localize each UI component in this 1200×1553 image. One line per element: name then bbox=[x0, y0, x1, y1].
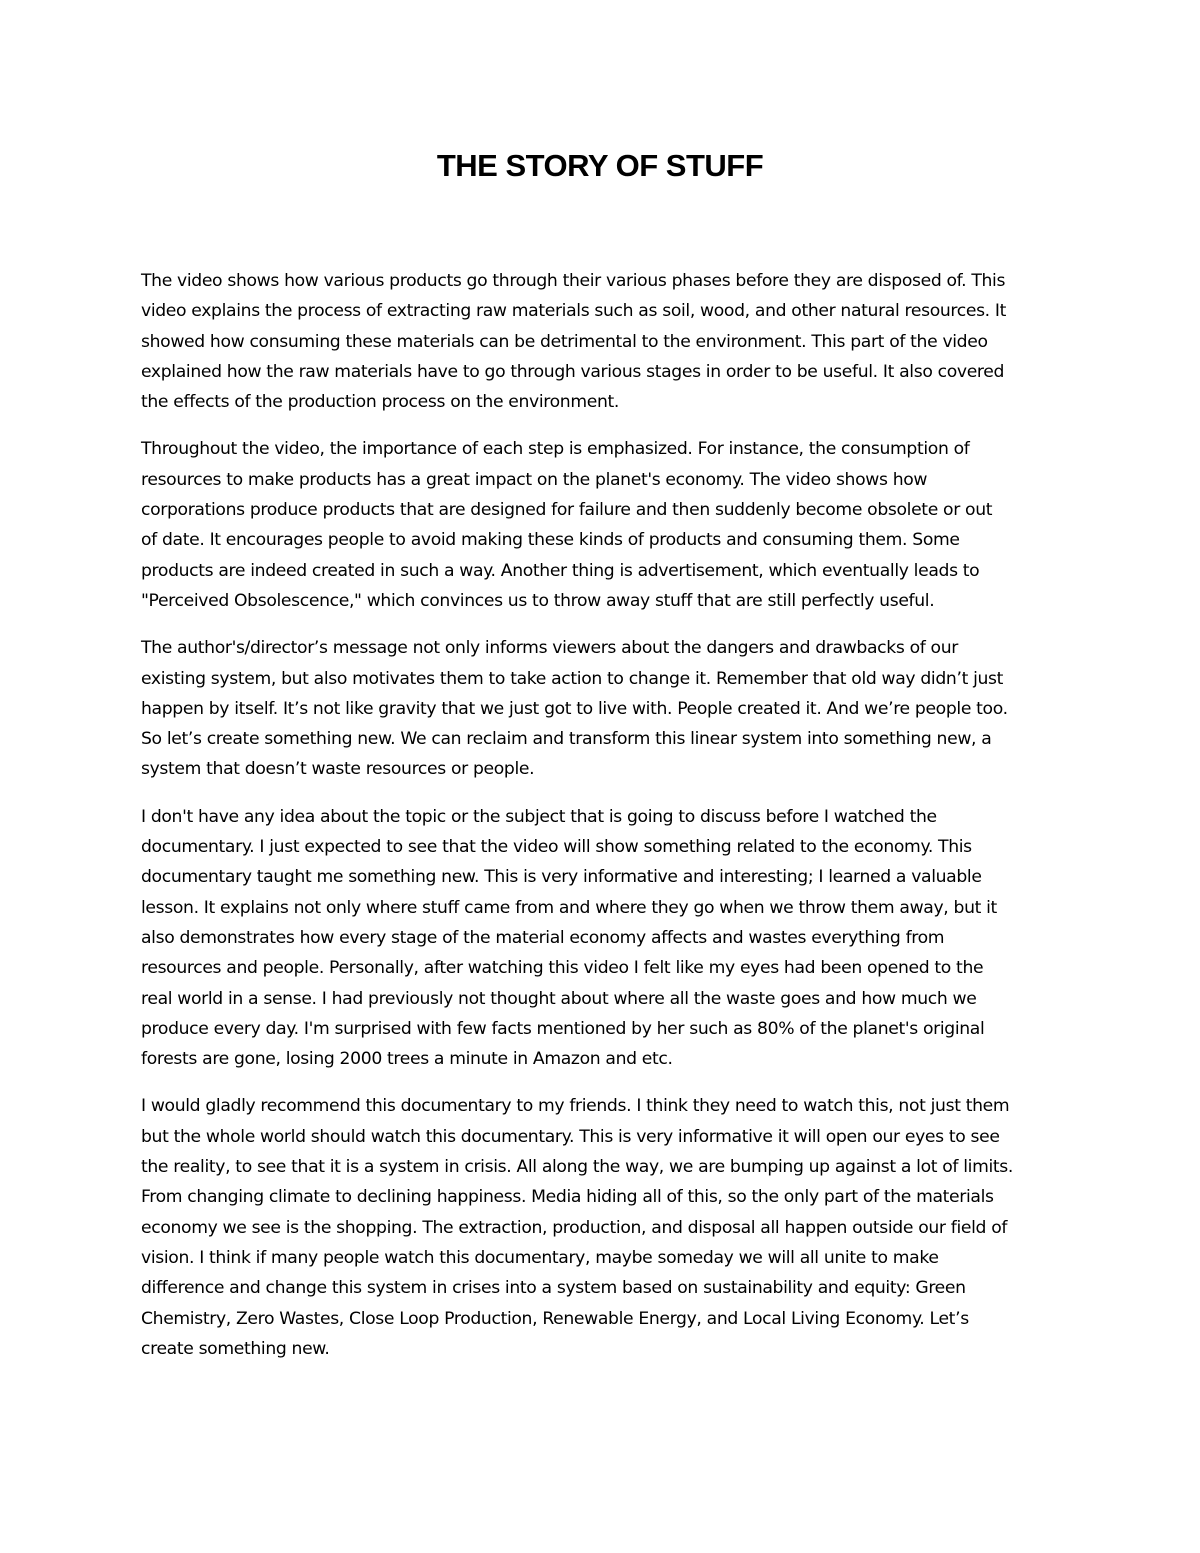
document-body bbox=[141, 266, 1061, 1381]
text-line: corporations produce products that are designed for failure and then suddenly become obsolete or out bbox=[141, 500, 993, 521]
text-line: system that doesn’t waste resources or people. bbox=[141, 759, 535, 780]
text-line: create something new. bbox=[141, 1338, 330, 1359]
text-line: Throughout the video, the importance of each step is emphasized. For instance, the consumption of bbox=[141, 439, 970, 460]
text-line: produce every day. I'm surprised with few facts mentioned by her such as 80% of the planet's original bbox=[141, 1018, 985, 1039]
text-line: resources to make products has a great impact on the planet's economy. The video shows how bbox=[141, 469, 928, 490]
paragraph-3 bbox=[141, 633, 1061, 784]
text-line: forests are gone, losing 2000 trees a minute in Amazon and etc. bbox=[141, 1049, 673, 1070]
text-line: documentary. I just expected to see that the video will show something related to the economy. This bbox=[141, 837, 972, 858]
text-line: I would gladly recommend this documentary to my friends. I think they need to watch this, not just them bbox=[141, 1096, 1010, 1117]
text-line: products are indeed created in such a way. Another thing is advertisement, which eventually leads to bbox=[141, 560, 980, 581]
text-line: existing system, but also motivates them to take action to change it. Remember that old way didn’t just bbox=[141, 668, 1004, 689]
text-line: also demonstrates how every stage of the material economy affects and wastes everything from bbox=[141, 927, 945, 948]
paragraph-1 bbox=[141, 266, 1061, 417]
text-line: the effects of the production process on the environment. bbox=[141, 392, 620, 413]
text-line: resources and people. Personally, after watching this video I felt like my eyes had been opened to the bbox=[141, 958, 984, 979]
text-line: video explains the process of extracting raw materials such as soil, wood, and other natural resources. It bbox=[141, 301, 1007, 322]
text-line: real world in a sense. I had previously not thought about where all the waste goes and how much we bbox=[141, 988, 977, 1009]
text-line: So let’s create something new. We can reclaim and transform this linear system into something new, a bbox=[141, 729, 992, 750]
text-line: explained how the raw materials have to go through various stages in order to be useful. It also covered bbox=[141, 361, 1005, 382]
text-line: vision. I think if many people watch this documentary, maybe someday we will all unite to make bbox=[141, 1247, 939, 1268]
text-line: documentary taught me something new. This is very informative and interesting; I learned a valuable bbox=[141, 867, 982, 888]
text-line: I don't have any idea about the topic or the subject that is going to discuss before I watched the bbox=[141, 806, 937, 827]
text-line: showed how consuming these materials can be detrimental to the environment. This part of the video bbox=[141, 331, 988, 352]
text-line: The author's/director’s message not only informs viewers about the dangers and drawbacks of our bbox=[141, 638, 958, 659]
text-line: From changing climate to declining happiness. Media hiding all of this, so the only part of the materials bbox=[141, 1187, 994, 1208]
document-title: THE STORY OF STUFF bbox=[436, 148, 764, 183]
text-line: Chemistry, Zero Wastes, Close Loop Production, Renewable Energy, and Local Living Economy. Let’s bbox=[141, 1308, 969, 1329]
paragraph-2 bbox=[141, 434, 1061, 616]
paragraph-5 bbox=[141, 1091, 1061, 1364]
text-line: The video shows how various products go through their various phases before they are disposed of. This bbox=[141, 271, 1006, 291]
text-line: the reality, to see that it is a system in crisis. All along the way, we are bumping up against a lot of limits. bbox=[141, 1157, 1013, 1178]
text-line: difference and change this system in crises into a system based on sustainability and equity: Green bbox=[141, 1278, 966, 1299]
text-line: economy we see is the shopping. The extraction, production, and disposal all happen outside our field of bbox=[141, 1217, 1008, 1238]
text-line: of date. It encourages people to avoid making these kinds of products and consuming them. Some bbox=[141, 530, 960, 551]
text-line: lesson. It explains not only where stuff came from and where they go when we throw them away, but it bbox=[141, 897, 997, 918]
text-line: but the whole world should watch this documentary. This is very informative it will open our eyes to see bbox=[141, 1126, 1000, 1147]
text-line: "Perceived Obsolescence," which convinces us to throw away stuff that are still perfectly useful. bbox=[141, 590, 935, 611]
paragraph-4 bbox=[141, 802, 1061, 1075]
text-line: happen by itself. It’s not like gravity that we just got to live with. People created it. And we’re people too. bbox=[141, 698, 1008, 719]
